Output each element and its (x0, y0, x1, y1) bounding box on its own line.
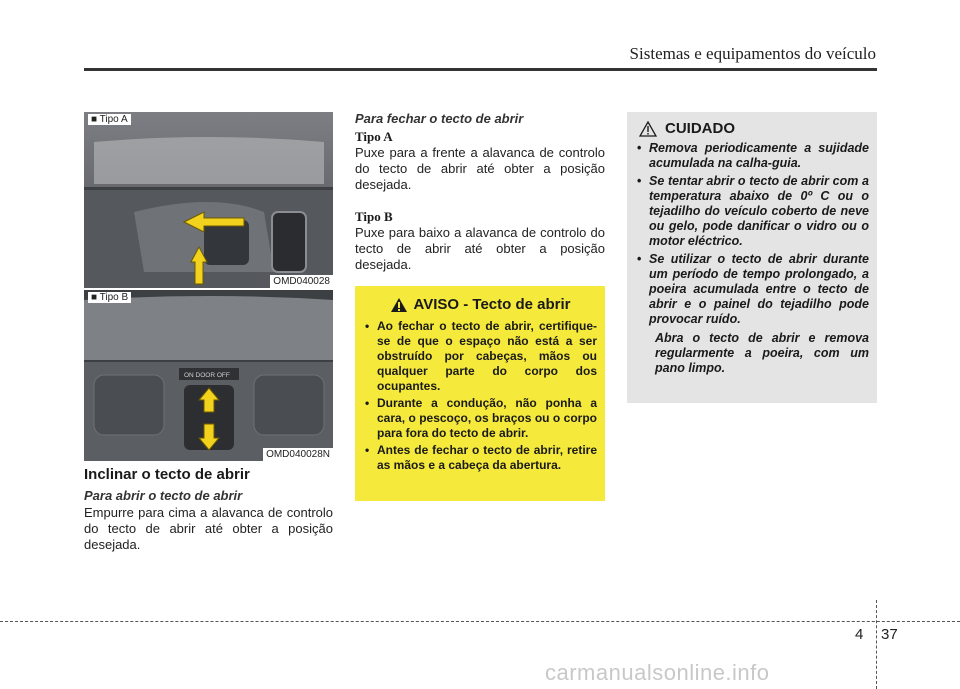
footer-dashed-line (0, 621, 960, 622)
figure-type-b (84, 290, 333, 461)
caution-item: • Se tentar abrir o tecto de abrir com a temperatura abaixo de 0º C ou o tejadilho do veículo coberto de neve ou gelo, pode danificar o vidro ou o motor eléctrico. (635, 174, 869, 249)
caution-item: • Remova periodicamente a sujidade acumulada na calha-guia. (635, 141, 869, 171)
caution-item: • Se utilizar o tecto de abrir durante um período de tempo prolongado, a poeira acumulada entre o tecto de abrir e o painel do tejadilho pode provocar ruído. (635, 252, 869, 327)
figure-b-code: OMD040028N (263, 448, 333, 461)
warning-title: AVISO - Tecto de abrir (413, 296, 571, 313)
footer-dashed-divider (876, 600, 877, 689)
caution-box (627, 112, 877, 403)
open-paragraph: Empurre para cima a alavanca de controlo do tecto de abrir até obter a posição desejada. (84, 505, 333, 552)
open-subheading: Para abrir o tecto de abrir (84, 488, 243, 503)
warning-item: • Ao fechar o tecto de abrir, certifique-se de que o espaço não está a ser obstruído por cabeças, mãos ou qualquer parte do corpo dos ocupantes. (363, 319, 597, 394)
tilt-heading: Inclinar o tecto de abrir (84, 466, 250, 483)
figure-a-illustration (84, 112, 333, 288)
caution-triangle-icon (639, 121, 657, 137)
watermark-text: carmanualsonline.info (545, 660, 770, 685)
header-rule (84, 68, 877, 71)
figure-a-label: ■ Tipo A (88, 114, 131, 125)
warning-item: • Antes de fechar o tecto de abrir, retire as mãos e a cabeça da abertura. (363, 443, 597, 473)
figure-b-illustration (84, 290, 333, 461)
caution-extra-text: Abra o tecto de abrir e remova regularmente a poeira, com um pano limpo. (655, 331, 869, 375)
figure-b-label: ■ Tipo B (88, 292, 131, 303)
figure-type-a (84, 112, 333, 288)
warning-box (355, 286, 605, 501)
type-b-paragraph: Puxe para baixo a alavanca de controlo do tecto de abrir até obter a posição desejada. (355, 225, 605, 272)
figure-a-code: OMD040028 (270, 275, 333, 288)
caution-title: CUIDADO (665, 120, 735, 137)
warning-item: • Durante a condução, não ponha a cara, o pescoço, os braços ou o corpo para fora do tecto de abrir. (363, 396, 597, 441)
warning-triangle-icon (390, 297, 408, 313)
section-title: Sistemas e equipamentos do veículo (629, 44, 876, 63)
figure-b-panel-text: ON DOOR OFF (184, 372, 230, 379)
type-a-paragraph: Puxe para a frente a alavanca de controlo do tecto de abrir até obter a posição desejada. (355, 145, 605, 192)
type-a-heading: Tipo A (355, 129, 393, 144)
close-subheading: Para fechar o tecto de abrir (355, 111, 524, 126)
type-b-heading: Tipo B (355, 209, 393, 224)
caution-title-row (639, 120, 869, 137)
warning-title-row (363, 296, 597, 313)
page-number: 37 (881, 626, 898, 643)
warning-list (363, 319, 597, 473)
caution-list (635, 141, 869, 327)
chapter-number: 4 (855, 626, 864, 643)
